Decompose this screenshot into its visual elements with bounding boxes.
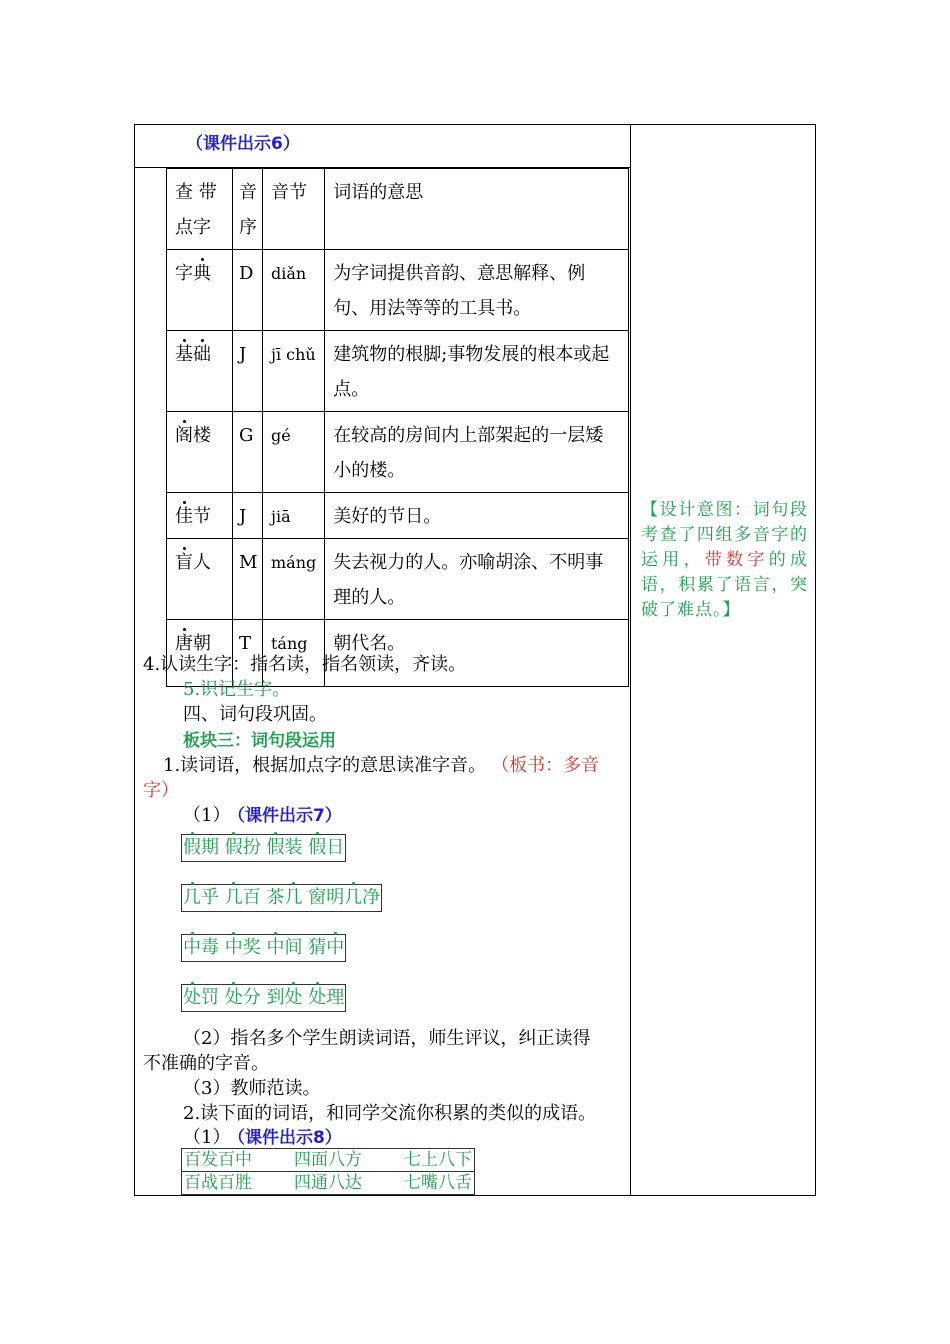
row-pinyin: jī chǔ bbox=[263, 331, 325, 412]
design-intent-highlight: 带数字 bbox=[704, 550, 769, 570]
table-row bbox=[167, 539, 629, 620]
board-note-a: （板书：多音 bbox=[500, 755, 600, 776]
sub-1-label: （1） bbox=[183, 805, 231, 826]
courseware-7-label: （课件出示7） bbox=[236, 806, 342, 826]
table-row bbox=[167, 412, 629, 493]
word-char: 人 bbox=[193, 552, 211, 573]
box-char: 分 bbox=[242, 987, 261, 1008]
row-word bbox=[167, 412, 233, 493]
sub-1b-label: （1） bbox=[183, 1127, 231, 1148]
table-row bbox=[167, 250, 629, 331]
table-row bbox=[167, 331, 629, 412]
sub-1b-line bbox=[183, 1123, 342, 1149]
word-char: 楼 bbox=[193, 425, 211, 446]
box-char: 净 bbox=[362, 887, 381, 908]
box-char: 处 bbox=[183, 987, 201, 1008]
box-char: 乎 bbox=[201, 887, 219, 908]
header-letter: 音序 bbox=[233, 169, 263, 250]
box-char bbox=[219, 987, 225, 1008]
section-4-heading: 四、词句段巩固。 bbox=[183, 704, 327, 725]
step-4-text: 4.认读生字：指名读，指名领读，齐读。 bbox=[143, 654, 467, 675]
box-char: 几 bbox=[284, 887, 303, 908]
design-intent-note bbox=[641, 498, 808, 623]
idiom-cell: 七嘴八舌 bbox=[402, 1172, 475, 1195]
header-syllable: 音节 bbox=[263, 169, 325, 250]
row-meaning: 失去视力的人。亦喻胡涂、不明事理的人。 bbox=[325, 539, 629, 620]
row-letter: J bbox=[233, 493, 263, 539]
word-box bbox=[181, 884, 382, 912]
box-char: 几 bbox=[224, 887, 243, 908]
idiom-row bbox=[182, 1172, 475, 1195]
row-meaning: 朝代名。 bbox=[325, 620, 629, 687]
row-letter: J bbox=[233, 331, 263, 412]
word-char: 基 bbox=[175, 344, 193, 365]
block-3-heading: 板块三：词句段运用 bbox=[183, 731, 336, 751]
box-char: 装 bbox=[284, 837, 303, 858]
box-char: 中 bbox=[224, 937, 243, 958]
row-meaning: 为字词提供音韵、意思解释、例句、用法等等的工具书。 bbox=[325, 250, 629, 331]
box-char: 百 bbox=[242, 887, 261, 908]
header-char: 查 带点字 bbox=[167, 169, 233, 250]
idiom-cell: 百战百胜 bbox=[182, 1172, 293, 1195]
word-char: 盲 bbox=[175, 552, 193, 573]
row-pinyin: gé bbox=[263, 412, 325, 493]
word-char: 字 bbox=[175, 263, 193, 284]
row-word bbox=[167, 493, 233, 539]
idiom-table bbox=[181, 1148, 475, 1195]
table-row bbox=[167, 493, 629, 539]
box-char: 间 bbox=[284, 937, 303, 958]
idiom-cell: 七上八下 bbox=[404, 1150, 472, 1170]
box-char: 中 bbox=[266, 937, 285, 958]
row-letter: G bbox=[233, 412, 263, 493]
box-char: 日 bbox=[326, 837, 345, 858]
sub-3-line: （3）教师范读。 bbox=[183, 1078, 321, 1099]
box-char: 理 bbox=[326, 987, 345, 1008]
row-word bbox=[167, 331, 233, 412]
design-intent-part1: 【设计意图：词句段考查了四组多音字的运用， bbox=[641, 500, 808, 570]
word-char: 唐 bbox=[175, 633, 193, 654]
box-char: 假 bbox=[308, 837, 327, 858]
row-pinyin: máng bbox=[263, 539, 325, 620]
step-5-text: 5.识记生字。 bbox=[183, 679, 291, 700]
courseware-6-label: （课件出示6） bbox=[186, 134, 300, 154]
word-char: 典 bbox=[193, 263, 211, 284]
box-char: 处 bbox=[308, 987, 327, 1008]
row-meaning: 美好的节日。 bbox=[325, 493, 629, 539]
word-char: 阁 bbox=[175, 425, 193, 446]
box-char: 处 bbox=[284, 987, 303, 1008]
row-letter: T bbox=[233, 620, 263, 687]
box-char: 中 bbox=[326, 937, 345, 958]
box-char: 茶 bbox=[266, 887, 285, 908]
box-char: 几 bbox=[183, 887, 201, 908]
row-letter: D bbox=[233, 250, 263, 331]
table-header-row bbox=[167, 169, 629, 250]
box-char: 明 bbox=[326, 887, 345, 908]
box-char: 处 bbox=[224, 987, 243, 1008]
box-char: 几 bbox=[344, 887, 363, 908]
word-char: 佳 bbox=[175, 506, 193, 527]
character-lookup-table bbox=[166, 168, 629, 687]
row-meaning: 在较高的房间内上部架起的一层矮小的楼。 bbox=[325, 412, 629, 493]
box-char: 假 bbox=[224, 837, 243, 858]
sub-2-line2: 不准确的字音。 bbox=[143, 1053, 269, 1074]
idiom-cell: 百发百中 bbox=[184, 1150, 252, 1170]
idiom-cell: 四面八方 bbox=[294, 1150, 362, 1170]
design-intent-part3: 的成语，积累了语言，突破了难点。】 bbox=[641, 550, 809, 620]
word-box bbox=[181, 984, 346, 1012]
box-char: 中 bbox=[183, 937, 201, 958]
row-letter: M bbox=[233, 539, 263, 620]
box-char bbox=[219, 937, 225, 958]
box-char: 到 bbox=[266, 987, 285, 1008]
box-char: 毒 bbox=[201, 937, 219, 958]
board-note-b: 字） bbox=[143, 780, 179, 801]
sub-1-line bbox=[183, 801, 342, 827]
row-pinyin: táng bbox=[263, 620, 325, 687]
box-char: 窗 bbox=[308, 887, 327, 908]
header-meaning: 词语的意思 bbox=[325, 169, 629, 250]
courseware-8-label: （课件出示8） bbox=[236, 1128, 342, 1148]
row-meaning: 建筑物的根脚;事物发展的根本或起点。 bbox=[325, 331, 629, 412]
box-char: 猜 bbox=[308, 937, 327, 958]
column-divider bbox=[630, 124, 631, 1196]
box-char: 罚 bbox=[201, 987, 219, 1008]
box-char: 期 bbox=[201, 837, 219, 858]
row-pinyin: jiā bbox=[263, 493, 325, 539]
idiom-row bbox=[182, 1149, 475, 1172]
box-char bbox=[219, 887, 225, 908]
word-char: 节 bbox=[193, 506, 211, 527]
word-box bbox=[181, 834, 346, 862]
word-char: 朝 bbox=[193, 633, 211, 654]
item-1-instruction: 1.读词语，根据加点字的意思读准字音。 bbox=[163, 755, 487, 776]
word-box bbox=[181, 934, 346, 962]
idiom-cell: 四通八达 bbox=[292, 1172, 402, 1195]
box-char: 扮 bbox=[242, 837, 261, 858]
item-1-text bbox=[163, 751, 599, 777]
item-2-text: 2.读下面的词语，和同学交流你积累的类似的成语。 bbox=[183, 1103, 597, 1124]
row-pinyin: diǎn bbox=[263, 250, 325, 331]
word-char: 础 bbox=[193, 344, 211, 365]
box-char: 奖 bbox=[242, 937, 261, 958]
box-char: 假 bbox=[183, 837, 201, 858]
box-char bbox=[219, 837, 225, 858]
row-word bbox=[167, 539, 233, 620]
box-char: 假 bbox=[266, 837, 285, 858]
row-word bbox=[167, 250, 233, 331]
sub-2-line1: （2）指名多个学生朗读词语，师生评议，纠正读得 bbox=[183, 1028, 591, 1049]
